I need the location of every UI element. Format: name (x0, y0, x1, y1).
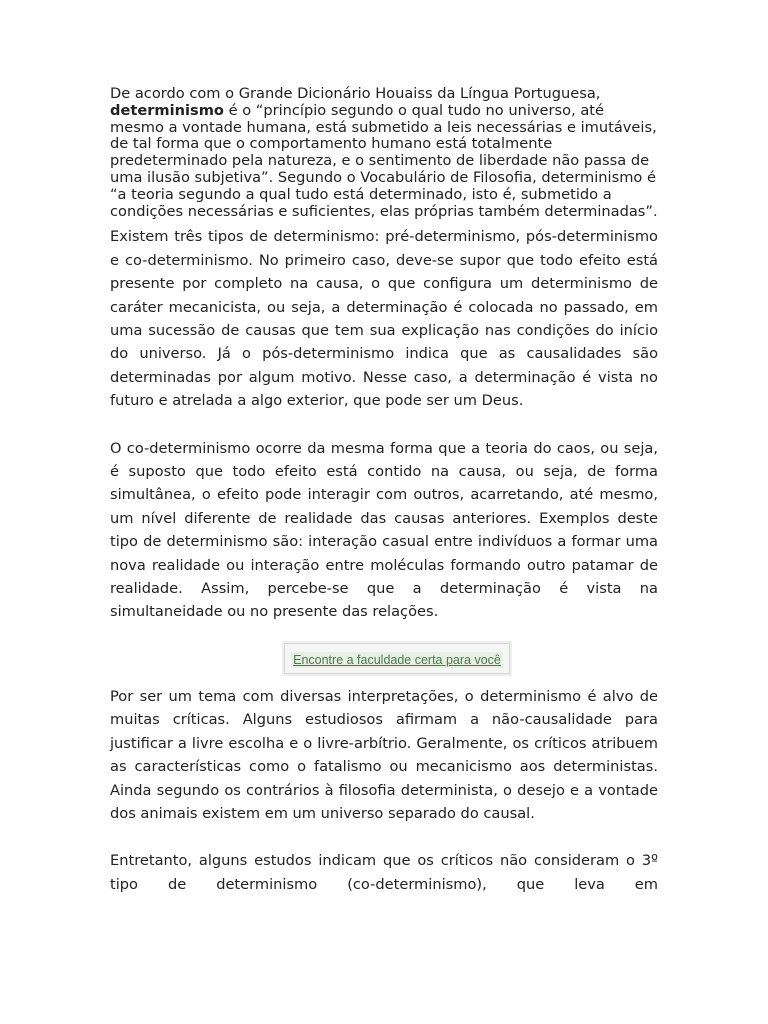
ad-box (284, 643, 510, 674)
document-page (110, 86, 658, 896)
intro-term: determinismo (110, 101, 224, 119)
intro-text-before: De acordo com o Grande Dicionário Houaiss da Língua Portuguesa, (110, 85, 601, 102)
paragraph-types: Existem três tipos de determinismo: pré-determinismo, pós-determinismo e co-determinismo. No primeiro caso, deve-se supor que todo efeito está presente por completo na causa, o que configura um determinismo de caráter mecanicista, ou seja, a determinação é colocada no passado, em uma sucessão de causas que tem sua explicação nas condições do início do universo. Já o pós-determinismo indica que as causalidades são determinadas por algum motivo. Nesse caso, a determinação é vista no futuro e atrelada a algo exterior, que pode ser um Deus. (110, 228, 658, 410)
ad-link[interactable]: Encontre a faculdade certa para você (293, 652, 501, 667)
intro-text-after: é o “princípio segundo o qual tudo no universo, até mesmo a vontade humana, está submetido a leis necessárias e imutáveis, de tal forma que o comportamento humano está totalmente predeterminado pela natureza, e o sentimento de liberdade não passa de uma ilusão subjetiva”. Segundo o Vocabulário de Filosofia, determinismo é “a teoria segundo a qual tudo está determinado, isto é, submetido a condições necessárias e suficientes, elas próprias também determinadas”. (110, 101, 658, 220)
paragraph-criticism: Por ser um tema com diversas interpretações, o determinismo é alvo de muitas críticas. Alguns estudiosos afirmam a não-causalidade para justificar a livre escolha e o livre-arbítrio. Geralmente, os críticos atribuem as características como o fatalismo ou mecanicismo aos deterministas. Ainda segundo os contrários à filosofia determinista, o desejo e a vontade dos animais existem em um universo separado do causal. (110, 687, 658, 822)
intro-paragraph (110, 86, 658, 220)
ad-banner (110, 643, 658, 673)
paragraph-conclusion: Entretanto, alguns estudos indicam que os críticos não consideram o 3º tipo de determinismo (co-determinismo), que leva em (110, 852, 658, 893)
paragraph-co-determinism: O co-determinismo ocorre da mesma forma que a teoria do caos, ou seja, é suposto que todo efeito está contido na causa, ou seja, de forma simultânea, o efeito pode interagir com outros, acarretando, até mesmo, um nível diferente de realidade das causas anteriores. Exemplos deste tipo de determinismo são: interação casual entre indivíduos a formar uma nova realidade ou interação entre moléculas formando outro patamar de realidade. Assim, percebe-se que a determinação é vista na simultaneidade ou no presente das relações. (110, 439, 658, 621)
